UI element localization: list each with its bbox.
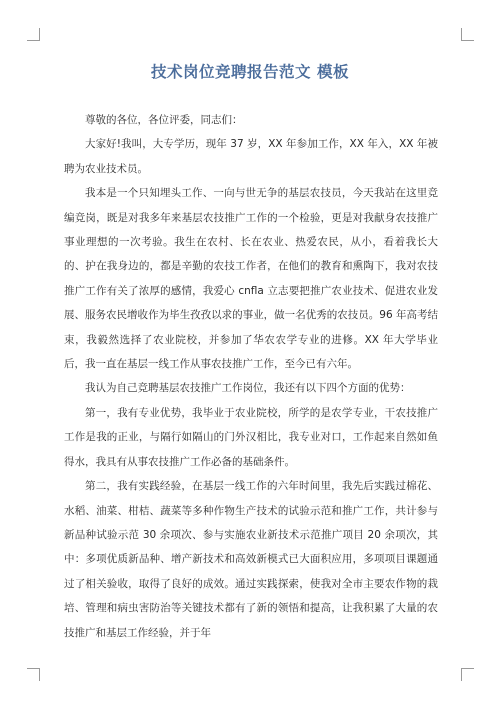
- crop-mark-top-left: [27, 28, 40, 41]
- crop-mark-top-right: [461, 28, 474, 41]
- paragraph-background: 我本是一个只知埋头工作、一向与世无争的基层农技员，今天我站在这里竞编竞岗，既是对我多年来基层农技推广工作的一个检验，更是对我献身农技推广事业理想的一次考验。我生在农村、长在农业、热爱农民，从小，看着我长大的、护在我身边的，都是辛勤的农技工作者，在他们的教育和熏陶下，我对农技推广工作有关了浓厚的感情，我爱心 cnfla 立志要把推广农业技术、促进农业发展、服务农民增收作为毕生孜孜以求的事业，做一名优秀的农技员。96 年高考结束，我毅然选择了农业院校，并参加了华农农学专业的进修。XX 年大学毕业后，我一直在基层一线工作从事农技推广工作，至今已有六年。: [64, 187, 438, 371]
- crop-mark-bottom-right: [461, 668, 474, 681]
- crop-mark-bottom-left: [27, 668, 40, 681]
- paragraph-greeting: 尊敬的各位，各位评委，同志们：: [85, 114, 243, 126]
- paragraph-advantage-one: 第一，我有专业优势，我毕业于农业院校，所学的是农学专业，干农技推广工作是我的正业，与隔行如隔山的门外汉相比，我专业对口，工作起来自然如鱼得水，我具有从事农技推广工作必备的基础条件。: [64, 406, 438, 468]
- paragraph-advantage-two: 第二，我有实践经验，在基层一线工作的六年时间里，我先后实践过棉花、水稻、油菜、柑桔、蔬菜等多种作物生产技术的试验示范和推广工作，共计参与新品种试验示范 30 余项次、参与实施农业新技术示范推广项目 20 余项次，其中：多项优质新品种、增产新技术和高效新模式已大面积应用，多项项目课题通过了相关验收，取得了良好的成效。通过实践探索，使我对全市主要农作物的栽培、管理和病虫害防治等关键技术都有了新的领悟和提高，让我积累了大量的农技推广和基层工作经验，并于年: [64, 480, 438, 639]
- paragraph-introduction: 大家好!我叫，大专学历，现年 37 岁，XX 年参加工作，XX 年入，XX 年被聘为农业技术员。: [64, 138, 438, 175]
- paragraph-advantages-intro: 我认为自己竞聘基层农技推广工作岗位，我还有以下四个方面的优势：: [85, 382, 411, 395]
- document-title: 技术岗位竞聘报告范文 模板: [151, 63, 349, 81]
- document-body: [64, 108, 438, 645]
